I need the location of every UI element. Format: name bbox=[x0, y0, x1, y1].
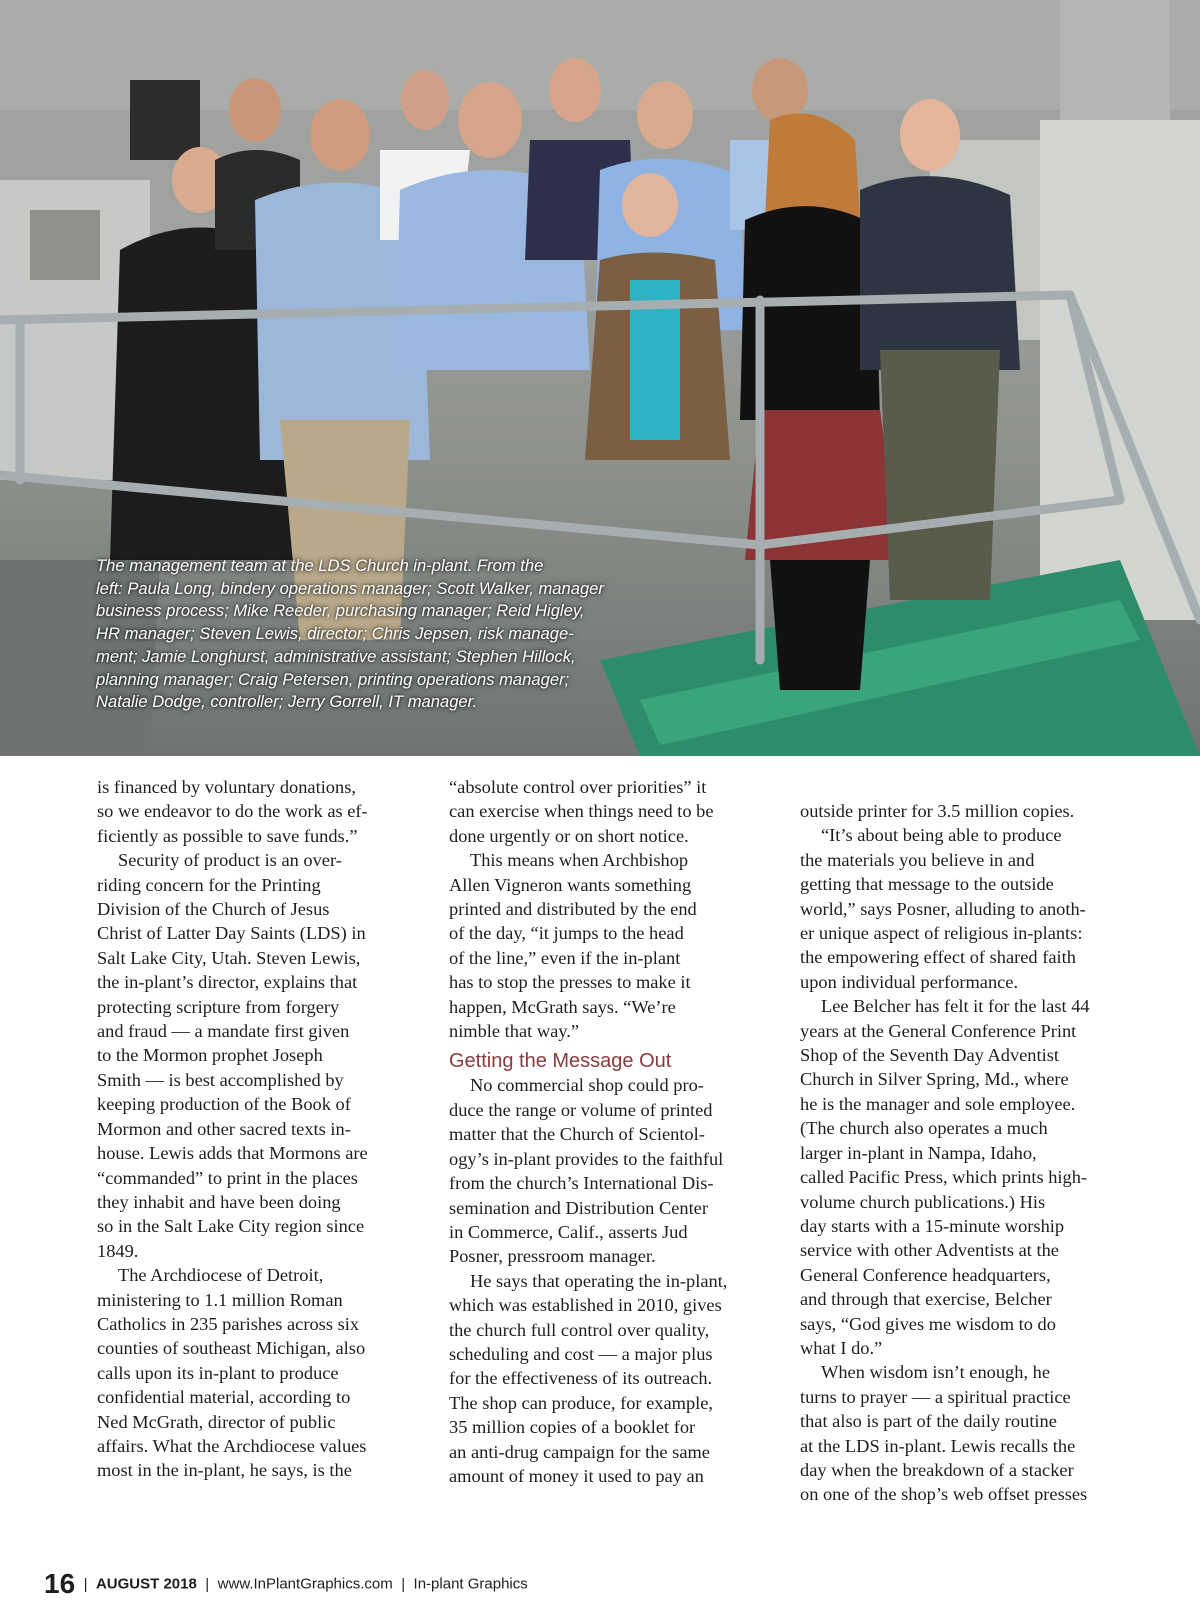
text-line: says, “God gives me wisdom to do bbox=[800, 1313, 1056, 1334]
caption-line: planning manager; Craig Petersen, printing operations manager; bbox=[96, 669, 570, 689]
text-line: outside printer for 3.5 million copies. bbox=[800, 801, 1075, 821]
text-line: ficiently as possible to save funds.” bbox=[97, 825, 358, 846]
text-line: is financed by voluntary donations, bbox=[97, 777, 356, 797]
text-line: and fraud — a mandate first given bbox=[97, 1021, 350, 1042]
text-line: “It’s about being able to produce bbox=[821, 825, 1062, 846]
text-line: from the church’s International Dis- bbox=[449, 1173, 714, 1194]
caption-line: HR manager; Steven Lewis, director; Chris Jepsen, risk manage- bbox=[96, 624, 574, 644]
text-line: Lee Belcher has felt it for the last 44 bbox=[821, 996, 1090, 1017]
text-line: The shop can produce, for example, bbox=[449, 1392, 714, 1413]
text-line: matter that the Church of Scientol- bbox=[449, 1124, 705, 1145]
text-line: the in-plant’s director, explains that bbox=[97, 972, 358, 993]
text-line: protecting scripture from forgery bbox=[97, 996, 340, 1017]
text-line: years at the General Conference Print bbox=[800, 1020, 1077, 1041]
caption-line: business process; Mike Reeder, purchasing manager; Reid Higley, bbox=[96, 601, 585, 621]
text-line: of the line,” even if the in-plant bbox=[449, 947, 681, 968]
text-line: duce the range or volume of printed bbox=[449, 1099, 713, 1120]
issue-date: AUGUST 2018 bbox=[95, 1575, 197, 1593]
text-line: No commercial shop could pro- bbox=[470, 1075, 704, 1096]
section-subhead: Getting the Message Out bbox=[449, 1050, 672, 1073]
publication-name: In-plant Graphics bbox=[413, 1575, 528, 1593]
text-line: counties of southeast Michigan, also bbox=[97, 1338, 366, 1359]
text-line: done urgently or on short notice. bbox=[449, 825, 689, 846]
text-line: Posner, pressroom manager. bbox=[449, 1246, 656, 1267]
text-line: Allen Vigneron wants something bbox=[449, 874, 692, 895]
text-line: most in the in-plant, he says, is the bbox=[97, 1460, 352, 1481]
text-line: Smith — is best accomplished by bbox=[97, 1069, 344, 1090]
footer-separator: | bbox=[205, 1575, 210, 1593]
text-line: 1849. bbox=[97, 1240, 139, 1261]
text-line: getting that message to the outside bbox=[800, 874, 1054, 895]
text-line: day starts with a 15-minute worship bbox=[800, 1215, 1065, 1236]
text-line: to the Mormon prophet Joseph bbox=[97, 1045, 323, 1066]
text-line: Salt Lake City, Utah. Steven Lewis, bbox=[97, 947, 361, 968]
text-line: day when the breakdown of a stacker bbox=[800, 1459, 1074, 1480]
text-line: that also is part of the daily routine bbox=[800, 1411, 1057, 1432]
text-line: and through that exercise, Belcher bbox=[800, 1289, 1052, 1310]
text-line: at the LDS in-plant. Lewis recalls the bbox=[800, 1435, 1076, 1456]
text-line: nimble that way.” bbox=[449, 1021, 580, 1042]
text-line: an anti-drug campaign for the same bbox=[449, 1441, 710, 1462]
text-line: Ned McGrath, director of public bbox=[97, 1411, 336, 1432]
text-line: the materials you believe in and bbox=[800, 849, 1035, 870]
text-line: upon individual performance. bbox=[800, 971, 1019, 992]
text-line: he is the manager and sole employee. bbox=[800, 1093, 1076, 1114]
article-column-3 bbox=[800, 799, 1120, 1507]
text-line: When wisdom isn’t enough, he bbox=[821, 1362, 1051, 1383]
text-line: keeping production of the Book of bbox=[97, 1094, 351, 1115]
text-line: 35 million copies of a booklet for bbox=[449, 1417, 696, 1438]
text-line: of the day, “it jumps to the head bbox=[449, 923, 684, 944]
text-line: Catholics in 235 parishes across six bbox=[97, 1313, 360, 1334]
text-line: calls upon its in-plant to produce bbox=[97, 1362, 339, 1383]
text-line: on one of the shop’s web offset presses bbox=[800, 1484, 1088, 1505]
text-line: in Commerce, Calif., asserts Jud bbox=[449, 1221, 688, 1242]
team-photo bbox=[0, 0, 1200, 756]
text-line: printed and distributed by the end bbox=[449, 899, 697, 920]
text-line: Security of product is an over- bbox=[118, 850, 342, 871]
caption-line: Natalie Dodge, controller; Jerry Gorrell, IT manager. bbox=[96, 692, 478, 712]
text-line: they inhabit and have been doing bbox=[97, 1191, 341, 1212]
text-line: Division of the Church of Jesus bbox=[97, 899, 330, 920]
text-line: Church in Silver Spring, Md., where bbox=[800, 1069, 1069, 1090]
footer-separator: | bbox=[401, 1575, 406, 1593]
text-line: so we endeavor to do the work as ef- bbox=[97, 801, 368, 822]
caption-line: ment; Jamie Longhurst, administrative assistant; Stephen Hillock, bbox=[96, 646, 576, 666]
text-line: so in the Salt Lake City region since bbox=[97, 1216, 365, 1237]
text-line: semination and Distribution Center bbox=[449, 1197, 708, 1218]
text-line: for the effectiveness of its outreach. bbox=[449, 1368, 713, 1389]
text-line: Shop of the Seventh Day Adventist bbox=[800, 1045, 1059, 1066]
text-line: General Conference headquarters, bbox=[800, 1264, 1051, 1285]
text-line: (The church also operates a much bbox=[800, 1118, 1048, 1139]
text-line: confidential material, according to bbox=[97, 1387, 351, 1408]
text-line: He says that operating the in-plant, bbox=[470, 1270, 728, 1291]
text-line: er unique aspect of religious in-plants: bbox=[800, 923, 1083, 944]
text-line: turns to prayer — a spiritual practice bbox=[800, 1386, 1071, 1407]
text-line: has to stop the presses to make it bbox=[449, 972, 691, 993]
footer-separator: | bbox=[83, 1575, 88, 1593]
text-line: Christ of Latter Day Saints (LDS) in bbox=[97, 923, 366, 944]
text-line: can exercise when things need to be bbox=[449, 801, 714, 822]
text-line: “absolute control over priorities” it bbox=[449, 777, 707, 797]
page-footer bbox=[44, 1568, 528, 1604]
text-line: called Pacific Press, which prints high- bbox=[800, 1167, 1088, 1188]
article-column-1 bbox=[97, 775, 417, 1483]
text-line: service with other Adventists at the bbox=[800, 1240, 1059, 1261]
text-line: ministering to 1.1 million Roman bbox=[97, 1289, 343, 1310]
text-line: The Archdiocese of Detroit, bbox=[118, 1265, 324, 1286]
text-line: the church full control over quality, bbox=[449, 1319, 710, 1340]
text-line: which was established in 2010, gives bbox=[449, 1295, 722, 1316]
website-link[interactable]: www.InPlantGraphics.com bbox=[217, 1575, 393, 1593]
text-line: riding concern for the Printing bbox=[97, 874, 321, 895]
text-line: what I do.” bbox=[800, 1337, 883, 1358]
text-line: happen, McGrath says. “We’re bbox=[449, 996, 676, 1017]
caption-line: left: Paula Long, bindery operations manager; Scott Walker, manager bbox=[96, 578, 604, 598]
text-line: This means when Archbishop bbox=[470, 850, 689, 871]
text-line: Mormon and other sacred texts in- bbox=[97, 1118, 351, 1139]
text-line: house. Lewis adds that Mormons are bbox=[97, 1143, 368, 1164]
text-line: scheduling and cost — a major plus bbox=[449, 1343, 713, 1364]
text-line: world,” says Posner, alluding to anoth- bbox=[800, 898, 1086, 919]
text-line: the empowering effect of shared faith bbox=[800, 947, 1076, 968]
text-line: ogy’s in-plant provides to the faithful bbox=[449, 1148, 724, 1169]
text-line: larger in-plant in Nampa, Idaho, bbox=[800, 1142, 1037, 1163]
page-number: 16 bbox=[44, 1568, 76, 1599]
text-line: volume church publications.) His bbox=[800, 1191, 1046, 1212]
caption-line: The management team at the LDS Church in-plant. From the bbox=[96, 556, 544, 575]
text-line: affairs. What the Archdiocese values bbox=[97, 1435, 367, 1456]
text-line: “commanded” to print in the places bbox=[97, 1167, 358, 1188]
text-line: amount of money it used to pay an bbox=[449, 1465, 704, 1486]
article-column-2 bbox=[449, 775, 769, 1488]
photo-caption bbox=[96, 555, 696, 714]
